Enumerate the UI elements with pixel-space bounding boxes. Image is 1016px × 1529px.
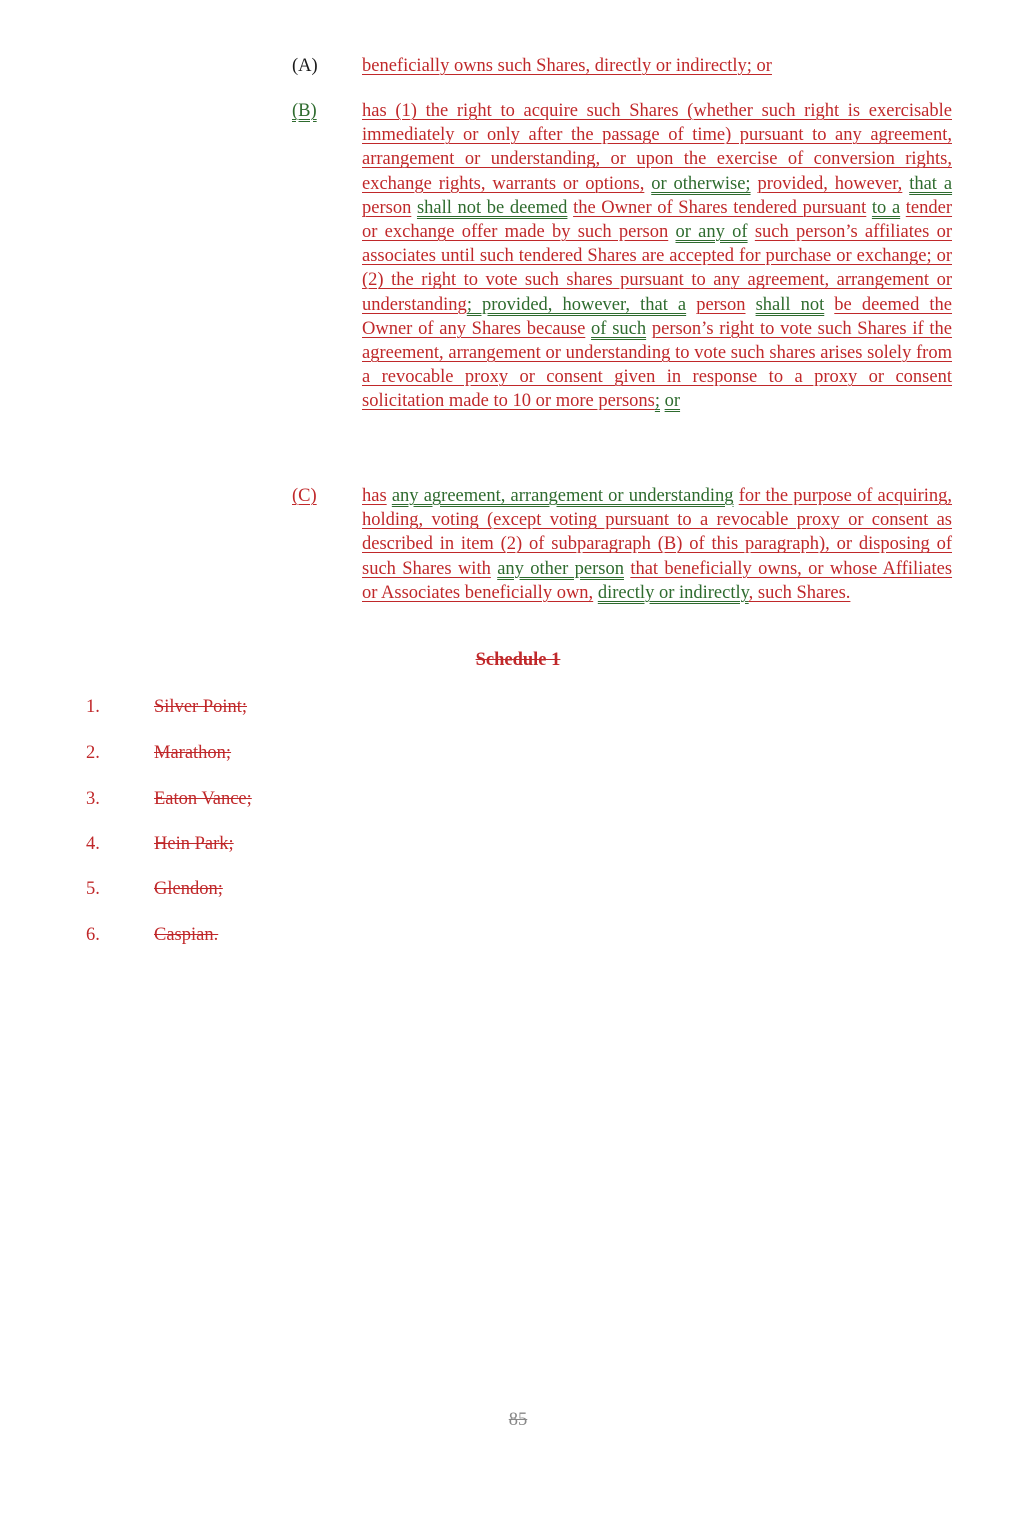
schedule-title-text: Schedule 1	[475, 650, 561, 670]
clause-b-seg-19: or	[664, 391, 681, 412]
schedule-item	[86, 923, 218, 947]
clause-b-seg-10: or any of	[675, 222, 748, 243]
clause-c-seg-3: for the purpose of acquiring, holding, voting (except voting pursuant to a revocable proxy or consent as described in item (2) of subparagraph (B) of this paragraph), or disposing of such Shares with	[362, 486, 953, 579]
clause-b-seg-12: ; provided, however, that a	[466, 294, 687, 315]
clause-a	[292, 54, 952, 78]
clause-c-seg-1: has	[362, 486, 387, 506]
clause-b-seg-15: be deemed the Owner of any Shares because	[362, 294, 953, 339]
clause-a-body	[362, 54, 952, 78]
schedule-item	[86, 695, 247, 719]
clause-a-text: beneficially owns such Shares, directly or indirectly; or	[362, 56, 772, 76]
clause-c-seg-4: any other person	[497, 558, 624, 579]
schedule-item-number: 1.	[86, 697, 100, 717]
schedule-item-name: Glendon;	[154, 879, 223, 899]
clause-a-label: (A)	[292, 56, 318, 76]
schedule-title	[0, 650, 1016, 671]
schedule-item-name: Marathon;	[154, 743, 232, 763]
clause-b-seg-16: of such	[591, 318, 647, 339]
page-number: 85	[508, 1410, 528, 1430]
clause-b-seg-6: shall not be deemed	[416, 197, 568, 218]
schedule-item-number: 4.	[86, 834, 100, 854]
schedule-item-number: 3.	[86, 789, 100, 809]
clause-c-seg-7: , such Shares.	[748, 582, 851, 603]
schedule-item-number: 2.	[86, 743, 100, 763]
clause-b-seg-8: to a	[871, 197, 901, 218]
clause-c-seg-5: that beneficially owns, or whose Affiliates or Associates beneficially own,	[362, 558, 953, 603]
schedule-item-name: Caspian.	[154, 925, 219, 945]
clause-c-seg-2: any agreement, arrangement or understanding	[391, 486, 734, 506]
schedule-item	[86, 877, 223, 901]
clause-b-seg-13: person	[696, 294, 746, 315]
clause-b-seg-9: tender or exchange offer made by such person	[362, 197, 953, 243]
schedule-item-number: 5.	[86, 879, 100, 899]
schedule-item	[86, 832, 234, 856]
clause-b-seg-5: person	[362, 197, 412, 218]
schedule-item	[86, 787, 252, 811]
clause-c-seg-6: directly or indirectly	[597, 582, 749, 603]
clause-b-seg-11: such person’s affiliates or associates until such tendered Shares are accepted for purchase or exchange; or (2) the right to vote such shares pursuant to any agreement, arrangement or understanding	[362, 222, 952, 315]
clause-b-seg-14: shall not	[755, 294, 825, 315]
schedule-item-name: Eaton Vance;	[154, 789, 252, 809]
clause-c-body	[362, 484, 952, 605]
clause-b-label-text: (B)	[292, 101, 317, 121]
clause-b-seg-2: or otherwise;	[651, 173, 751, 194]
schedule-item-number: 6.	[86, 925, 100, 945]
clause-b-seg-4: that a	[909, 173, 953, 194]
clause-b-seg-17: person’s right to vote such Shares if the agreement, arrangement or understanding to vote such shares arises solely from a revocable proxy or consent given in response to a proxy or consent solicitation made to 10 or more persons	[362, 318, 953, 412]
clause-b-seg-7: the Owner of Shares tendered pursuant	[573, 197, 867, 218]
clause-b-seg-18: ;	[654, 391, 660, 412]
schedule-item-name: Hein Park;	[154, 834, 234, 854]
schedule-item-name: Silver Point;	[154, 697, 248, 717]
clause-b-seg-3: provided, however,	[757, 173, 903, 194]
clause-c-label: (C)	[292, 486, 317, 506]
clause-b-body	[362, 99, 952, 414]
clause-b-seg-1: has (1) the right to acquire such Shares (whether such right is exercisable immediately or only after the passage of time) pursuant to any agreement, arrangement or understanding, or upon the exercise of conversion rights, exchange rights, warrants or options,	[362, 101, 952, 194]
clause-b-label	[292, 99, 317, 123]
clause-b	[292, 99, 952, 414]
schedule-item	[86, 741, 231, 765]
clause-c	[292, 484, 952, 605]
